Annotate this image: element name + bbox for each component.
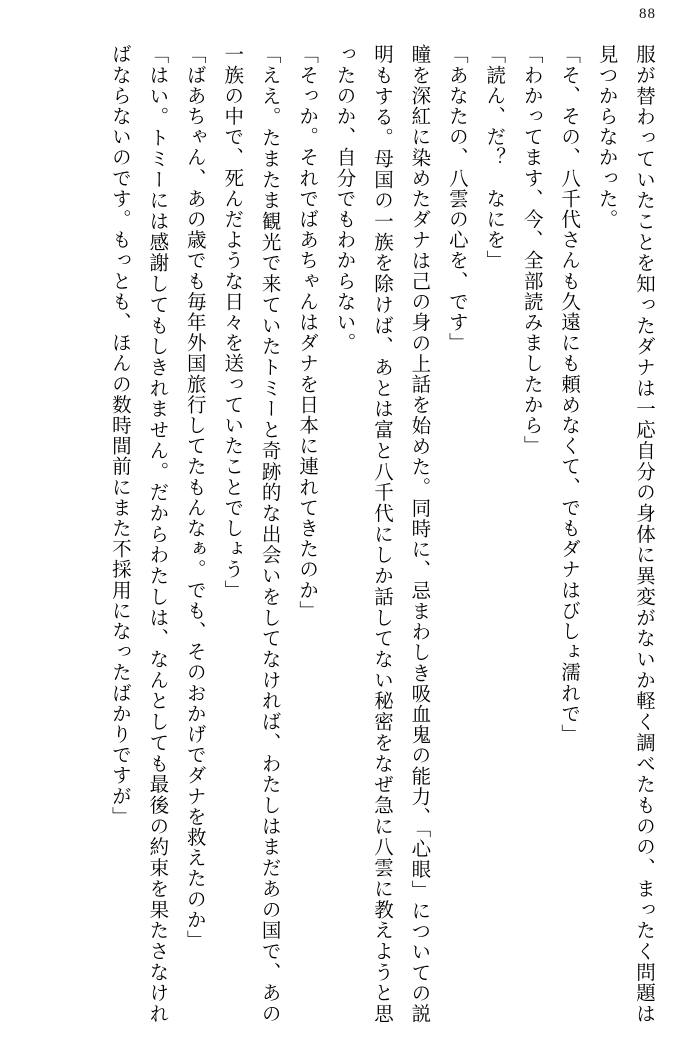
paragraph-6: 瞳を深紅に染めたダナは己の身の上話を始めた。同時に、忌まわしき吸血鬼の能力、「心眼」についての説明もする。母国の一族を除けば、あとは富と八千代にしか話してない秘密をなぜ急に八雲に教えようと思ったのか、自分でもわからない。 [333, 44, 430, 1024]
paragraph-8: 「ええ。たまたま観光で来ていたトミーと奇跡的な出会いをしてなければ、わたしはまだあの国で、あの一族の中で、死んだような日々を送っていたことでしょう」 [221, 44, 280, 1024]
paragraph-3: 「わかってます、今、全部読みましたから」 [520, 44, 542, 456]
paragraph-2: 「そ、その、八千代さんも久遠にも頼めなくて、でもダナはびしょ濡れで」 [558, 44, 580, 745]
page-number: 88 [639, 6, 656, 22]
paragraph-10: 「はい。トミーには感謝してもしきれません。だからわたしは、なんとしても最後の約束を果たさなければならないのです。もっとも、ほんの数時間前にまた不採用になったばかりですが」 [108, 44, 168, 1024]
paragraph-5: 「あなたの、八雲の心を、です」 [445, 44, 467, 353]
paragraph-1: 服が替わっていたことを知ったダナは一応自分の身体に異変がないか軽く調べたものの、まったく問題は見つからなかった。 [595, 44, 654, 1024]
novel-body-text [30, 44, 662, 1024]
paragraph-4: 「読ん、だ？ なにを」 [483, 44, 505, 271]
paragraph-7: 「そっか。それでばあちゃんはダナを日本に連れてきたのか」 [296, 44, 318, 621]
paragraph-9: 「ばあちゃん、あの歳でも毎年外国旅行してたもんなぁ。でも、そのおかげでダナを救えたのか」 [183, 44, 205, 951]
